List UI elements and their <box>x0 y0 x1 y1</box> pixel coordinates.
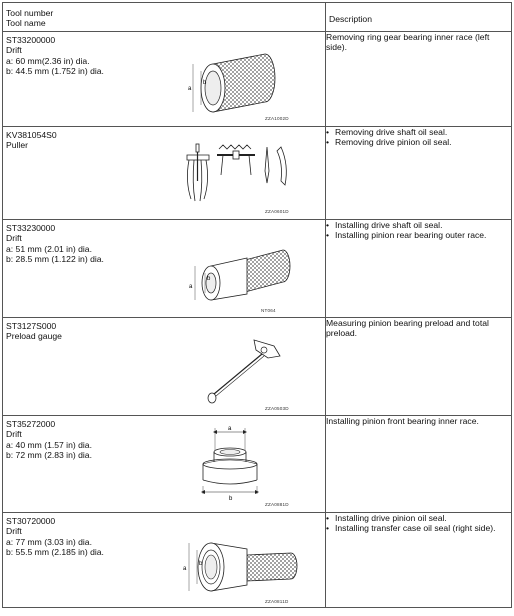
drift-illustration <box>183 240 303 310</box>
dimension-label-b: b <box>203 80 207 86</box>
special-tools-table <box>2 2 512 608</box>
tool-number: ST33230000 <box>6 223 56 233</box>
dimension-label-b: b <box>229 496 233 502</box>
tool-number: ST3127S000 <box>6 321 57 331</box>
tool-spec: b: 44.5 mm (1.752 in) dia. <box>6 65 104 76</box>
table-row <box>3 220 512 318</box>
drift-illustration <box>175 535 305 597</box>
figure-code: ZZA0503D <box>265 406 289 411</box>
tool-spec: a: 60 mm(2.36 in) dia. <box>6 55 90 66</box>
dimension-label-a: a <box>188 86 192 92</box>
tool-name: Drift <box>6 429 22 440</box>
tool-info <box>6 130 57 151</box>
tool-name: Drift <box>6 233 22 244</box>
tool-name: Preload gauge <box>6 331 62 342</box>
dimension-label-b: b <box>207 276 211 282</box>
tool-spec: a: 51 mm (2.01 in) dia. <box>6 243 92 254</box>
tool-cell <box>3 318 326 416</box>
table-header-row <box>3 3 512 32</box>
table-row <box>3 32 512 127</box>
dimension-label-a: a <box>183 566 187 572</box>
puller-illustration <box>183 141 303 211</box>
tool-cell <box>3 127 326 220</box>
figure-code: NT064 <box>261 308 276 313</box>
table-row <box>3 318 512 416</box>
description-text: Removing ring gear bearing inner race (left side). <box>326 32 490 53</box>
description-bullet: • Installing pinion rear bearing outer race. <box>326 230 511 240</box>
description-text: Installing pinion front bearing inner race. <box>326 416 479 426</box>
tool-spec: a: 40 mm (1.57 in) dia. <box>6 439 92 450</box>
tool-spec: b: 28.5 mm (1.122 in) dia. <box>6 253 104 264</box>
tool-number: ST35272000 <box>6 419 56 429</box>
header-tool-column <box>3 3 326 32</box>
tool-number: KV381054S0 <box>6 130 57 140</box>
description-bullet: • Installing transfer case oil seal (right side). <box>326 523 511 533</box>
description-bullet: • Installing drive pinion oil seal. <box>326 513 511 523</box>
figure-code: ZZA1002D <box>265 116 289 121</box>
drift-illustration <box>183 42 293 122</box>
tool-name: Drift <box>6 526 22 537</box>
drift-illustration <box>193 422 283 504</box>
tool-name: Drift <box>6 45 22 56</box>
tool-info <box>6 35 104 76</box>
tool-info <box>6 321 62 342</box>
dimension-label-a: a <box>228 426 232 432</box>
header-tool-number: Tool number <box>6 8 54 18</box>
tool-cell <box>3 416 326 513</box>
tool-info <box>6 223 104 264</box>
tool-number: ST30720000 <box>6 516 56 526</box>
description-cell <box>326 318 512 416</box>
dimension-label-a: a <box>189 284 193 290</box>
tool-spec: a: 77 mm (3.03 in) dia. <box>6 536 92 547</box>
figure-code: ZZA0881D <box>265 502 289 507</box>
tool-cell <box>3 220 326 318</box>
description-cell <box>326 416 512 513</box>
dimension-label-b: b <box>199 561 203 567</box>
description-cell <box>326 32 512 127</box>
tool-spec: b: 55.5 mm (2.185 in) dia. <box>6 546 104 557</box>
description-bullets <box>326 220 511 241</box>
table-row <box>3 513 512 608</box>
description-bullet: • Removing drive shaft oil seal. <box>326 127 511 137</box>
tool-cell <box>3 32 326 127</box>
tool-info <box>6 516 104 557</box>
tool-info <box>6 419 92 460</box>
header-description: Description <box>326 3 512 32</box>
description-cell <box>326 127 512 220</box>
description-bullets <box>326 513 511 534</box>
tool-name: Puller <box>6 140 28 151</box>
description-text: Measuring pinion bearing preload and total preload. <box>326 318 489 339</box>
tool-number: ST33200000 <box>6 35 56 45</box>
preload-gauge-illustration <box>198 334 298 412</box>
tool-cell <box>3 513 326 608</box>
header-tool-name: Tool name <box>6 18 46 28</box>
description-bullets <box>326 127 511 148</box>
description-cell <box>326 220 512 318</box>
figure-code: ZZA0811D <box>265 599 289 604</box>
tool-spec: b: 72 mm (2.83 in) dia. <box>6 449 92 460</box>
figure-code: ZZA0601D <box>265 209 289 214</box>
description-bullet: • Removing drive pinion oil seal. <box>326 137 511 147</box>
description-cell <box>326 513 512 608</box>
table-row <box>3 416 512 513</box>
description-bullet: • Installing drive shaft oil seal. <box>326 220 511 230</box>
table-row <box>3 127 512 220</box>
